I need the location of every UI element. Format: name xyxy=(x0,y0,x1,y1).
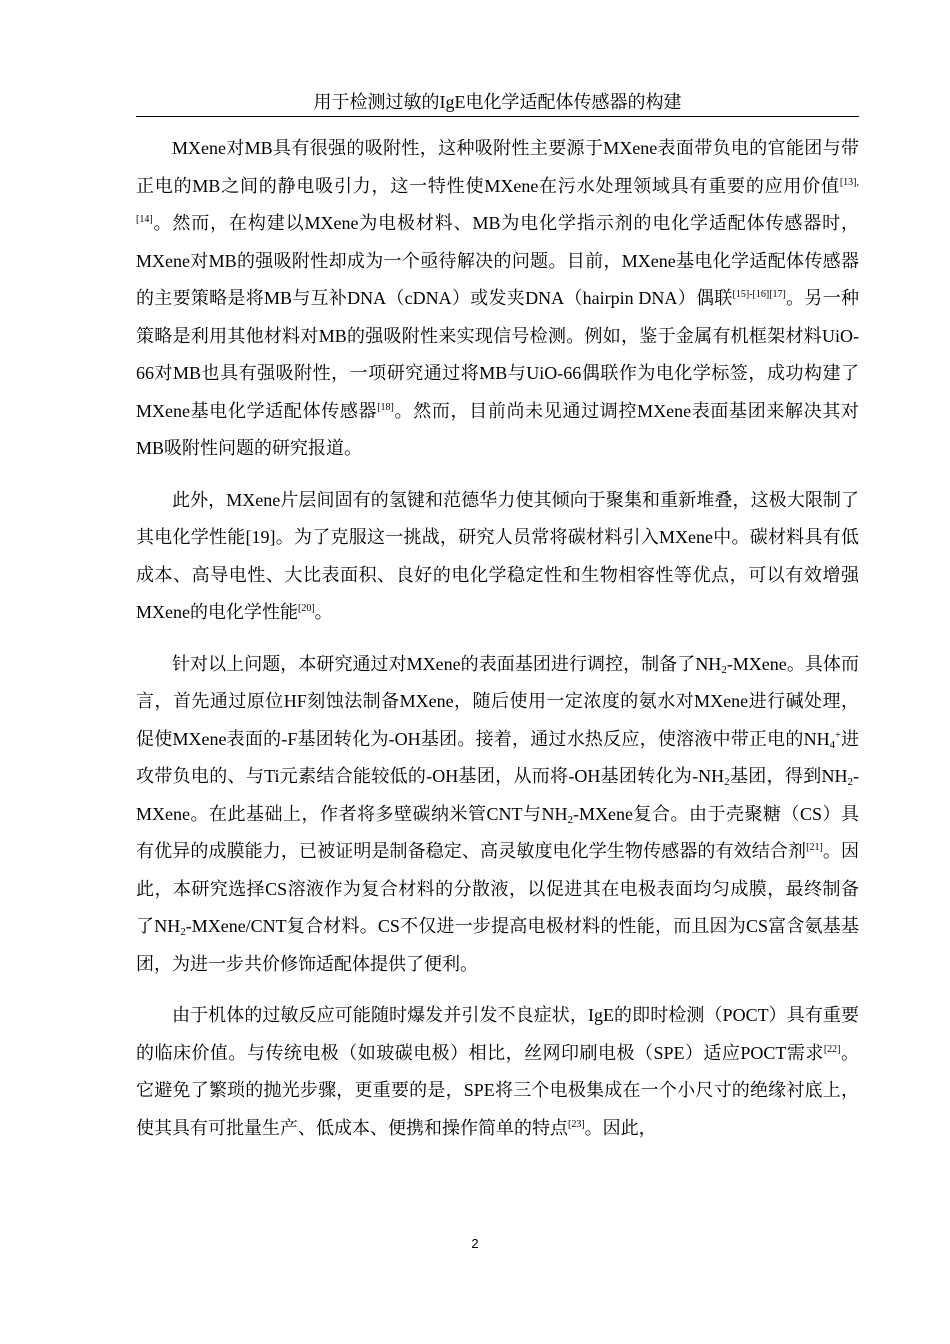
page-number: 2 xyxy=(471,1236,479,1251)
text-run: -MXene。在此基础上，作者将多壁碳纳米管CNT与NH xyxy=(136,766,859,824)
citation: [15]-[16][17] xyxy=(732,289,786,300)
text-run: 由于机体的过敏反应可能随时爆发并引发不良症状，IgE的即时检测（POCT）具有重要的临床价值。与传统电极（如玻碳电极）相比，丝网印刷电极（SPE）适应POCT需求 xyxy=(136,1005,859,1063)
citation: [22] xyxy=(823,1043,841,1055)
text-run: 。然而，在构建以MXene为电极材料、MB为电化学指示剂的电化学适配体传感器时，MXene对MB的强吸附性却成为一个亟待解决的问题。目前，MXene基电化学适配体传感器的主要策略是将MB与互补DNA（cDNA）或发夹DNA（hairpin DNA）偶联 xyxy=(136,213,859,308)
text-run: 此外，MXene片层间固有的氢键和范德华力使其倾向于聚集和重新堆叠，这极大限制了其电化学性能[19]。为了克服这一挑战，研究人员常将碳材料引入MXene中。碳材料具有低成本、高导电性、大比表面积、良好的电化学稳定性和生物相容性等优点，可以有效增强MXene的电化学性能 xyxy=(136,489,859,622)
text-run: 。然而，目前尚未见通过调控MXene表面基团来解决其对MB吸附性问题的研究报道。 xyxy=(136,400,859,458)
text-run: 。因此， xyxy=(584,1117,657,1138)
citation: [18] xyxy=(377,401,394,413)
citation: [23] xyxy=(568,1118,585,1130)
text-run: 。 xyxy=(314,602,333,622)
subscript: 2 xyxy=(724,776,730,788)
body-text xyxy=(136,130,859,1161)
text-run: 基团，得到NH xyxy=(729,766,848,786)
subscript: 2 xyxy=(567,813,573,826)
subscript: 2 xyxy=(847,776,853,788)
paragraph-2 xyxy=(136,482,859,632)
text-run: -MXene复合。由于壳聚糖（CS）具有优异的成膜能力，已被证明是制备稳定、高灵敏度电化学生物传感器的有效结合剂 xyxy=(136,803,859,861)
running-header-title: 用于检测过敏的IgE电化学适配体传感器的构建 xyxy=(313,92,682,112)
running-header xyxy=(136,88,859,117)
paragraph-4 xyxy=(136,997,859,1147)
text-run: -MXene。具体而言，首先通过原位HF刻蚀法制备MXene，随后使用一定浓度的氨水对MXene进行碱处理，促使MXene表面的-F基团转化为-OH基团。接着，通过水热反应，使溶液中带正电的NH xyxy=(136,653,859,749)
subscript: 2 xyxy=(721,663,727,676)
text-run: -MXene/CNT复合材料。CS不仅进一步提高电极材料的性能，而且因为CS富含氨基基团，为进一步共价修饰适配体提供了便利。 xyxy=(136,916,859,974)
paragraph-1 xyxy=(136,130,859,468)
subscript: 2 xyxy=(180,926,186,938)
superscript: + xyxy=(835,729,841,741)
citation: [20] xyxy=(297,603,315,614)
text-run: 进攻带负电的、与Ti元素结合能较低的-OH基团，从而将-OH基团转化为-NH xyxy=(136,728,859,786)
paragraph-3 xyxy=(136,646,859,984)
subscript: 4 xyxy=(829,738,836,751)
text-run: 。因此，本研究选择CS溶液作为复合材料的分散液，以促进其在电极表面均匀成膜，最终制备了NH xyxy=(136,841,860,936)
citation: [13],[14] xyxy=(136,176,859,225)
citation: [21] xyxy=(806,842,823,853)
text-run: 。另一种策略是利用其他材料对MB的强吸附性来实现信号检测。例如，鉴于金属有机框架材料UiO-66对MB也具有强吸附性，一项研究通过将MB与UiO-66偶联作为电化学标签，成功构建了MXene基电化学适配体传感器 xyxy=(136,288,859,421)
text-run: MXene对MB具有很强的吸附性，这种吸附性主要源于MXene表面带负电的官能团与带正电的MB之间的静电吸引力，这一特性使MXene在污水处理领域具有重要的应用价值 xyxy=(136,138,859,196)
text-run: 。它避免了繁琐的抛光步骤，更重要的是，SPE将三个电极集成在一个小尺寸的绝缘衬底上，使其具有可批量生产、低成本、便携和操作简单的特点 xyxy=(136,1042,859,1138)
text-run: 针对以上问题，本研究通过对MXene的表面基团进行调控，制备了NH xyxy=(172,653,722,674)
